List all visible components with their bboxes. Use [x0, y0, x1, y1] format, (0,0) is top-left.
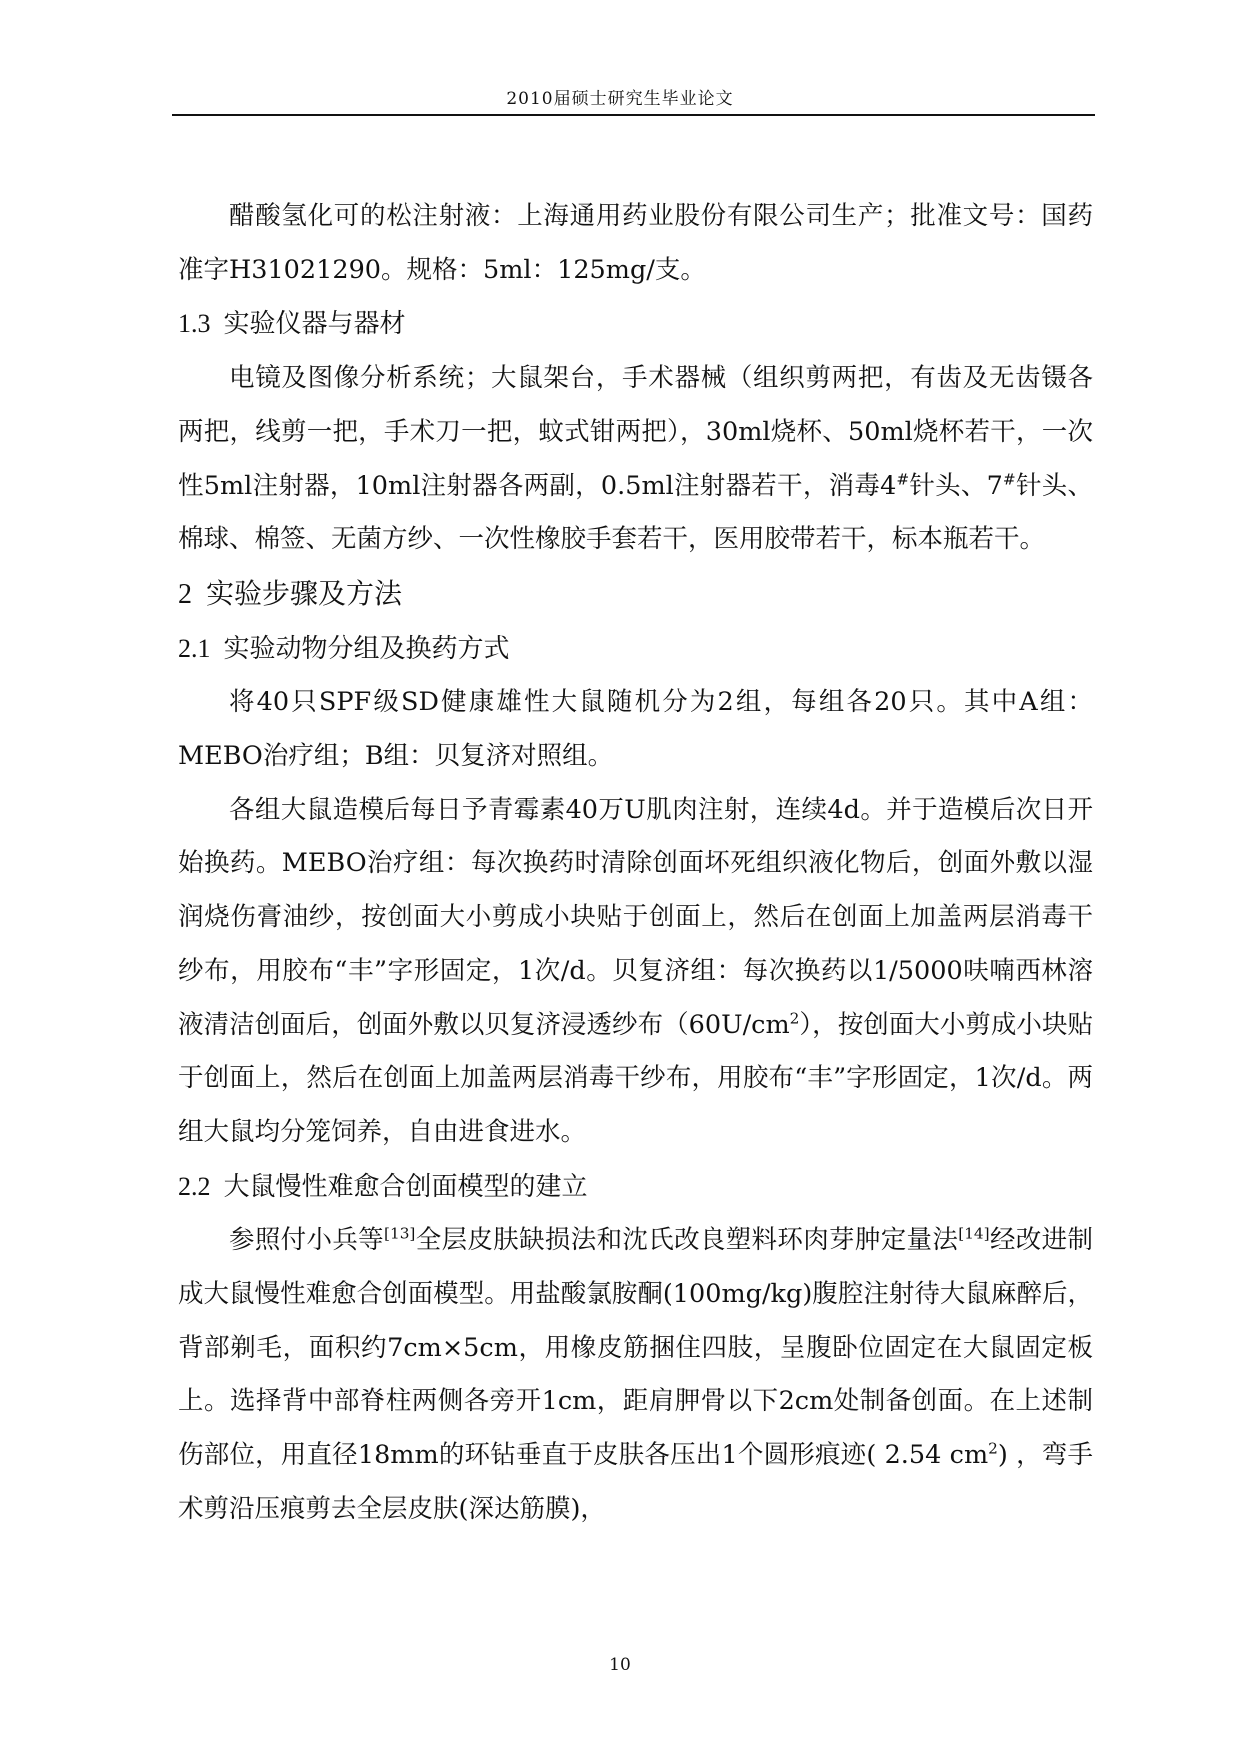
section-number: 2: [178, 578, 192, 610]
text-run: ) ，弯手术剪沿压痕剪去全层皮肤(深达筋膜)，: [178, 1440, 1093, 1524]
section-number: 2.2: [178, 1171, 211, 1201]
paragraph-instruments: [178, 352, 1093, 567]
text-run: 经改进制成大鼠慢性难愈合创面模型。用盐酸氯胺酮(100mg/kg)腹腔注射待大鼠麻醉后，背部剃毛，面积约7cm×5cm，用橡皮筋捆住四肢，呈腹卧位固定在大鼠固定板上。选择背中部脊柱两侧各旁开1cm，距肩胛骨以下2cm处制备创面。在上述制伤部位，用直径18mm的环钻垂直于皮肤各压出1个圆形痕迹( 2.54 cm: [178, 1225, 1093, 1471]
text-run: 参照付小兵等: [229, 1225, 384, 1256]
text-run: ），按创面大小剪成小块贴于创面上，然后在创面上加盖两层消毒干纱布，用胶布“丰”字形固定，1次/d。两组大鼠均分笼饲养，自由进食进水。: [178, 1009, 1093, 1147]
section-title: 实验动物分组及换药方式: [223, 633, 510, 664]
page-body: [178, 190, 1093, 1537]
superscript: 2: [988, 1439, 998, 1458]
paragraph-model: [178, 1214, 1093, 1536]
text-run: 电镜及图像分析系统；大鼠架台，手术器械（组织剪两把，有齿及无齿镊各两把，线剪一把，手术刀一把，蚊式钳两把），30ml烧杯、50ml烧杯若干，一次性5ml注射器，10ml注射器各两副，0.5ml注射器若干，消毒4: [178, 363, 1093, 501]
section-title: 大鼠慢性难愈合创面模型的建立: [223, 1171, 588, 1202]
section-number: 1.3: [178, 309, 211, 339]
section-heading-2-1: [178, 622, 1093, 677]
section-heading-2: [178, 567, 1093, 622]
running-header: 2010届硕士研究生毕业论文: [506, 89, 734, 109]
text-run: 针头、棉球、棉签、无菌方纱、一次性橡胶手套若干，医用胶带若干，标本瓶若干。: [178, 470, 1093, 555]
section-title: 实验步骤及方法: [206, 576, 403, 610]
page-number: 10: [609, 1655, 631, 1675]
superscript: #: [1002, 470, 1016, 489]
header-divider: [172, 114, 1095, 116]
section-heading-1-3: [178, 297, 1093, 352]
section-heading-2-2: [178, 1160, 1093, 1215]
text-run: 针头、7: [909, 470, 1003, 501]
paragraph-grouping: 将40只SPF级SD健康雄性大鼠随机分为2组，每组各20只。其中A组：MEBO治疗组；B组：贝复济对照组。: [178, 687, 1093, 772]
paragraph-reagent: 醋酸氢化可的松注射液：上海通用药业股份有限公司生产；批准文号：国药准字H31021290。规格：5ml：125mg/支。: [178, 201, 1093, 285]
section-title: 实验仪器与器材: [223, 309, 406, 340]
text-run: 全层皮肤缺损法和沈氏改良塑料环肉芽肿定量法: [415, 1225, 959, 1256]
citation: [14]: [958, 1224, 990, 1243]
citation: [13]: [384, 1224, 416, 1243]
section-number: 2.1: [178, 633, 211, 663]
text-run: 各组大鼠造模后每日予青霉素40万U肌肉注射，连续4d。并于造模后次日开始换药。MEBO治疗组：每次换药时清除创面坏死组织液化物后，创面外敷以湿润烧伤膏油纱，按创面大小剪成小块贴于创面上，然后在创面上加盖两层消毒干纱布，用胶布“丰”字形固定，1次/d。贝复济组：每次换药以1/5000呋喃西林溶液清洁创面后，创面外敷以贝复济浸透纱布（60U/cm: [178, 794, 1093, 1040]
superscript: 2: [789, 1009, 800, 1028]
paragraph-dressing: [178, 784, 1093, 1160]
superscript: #: [896, 470, 910, 489]
